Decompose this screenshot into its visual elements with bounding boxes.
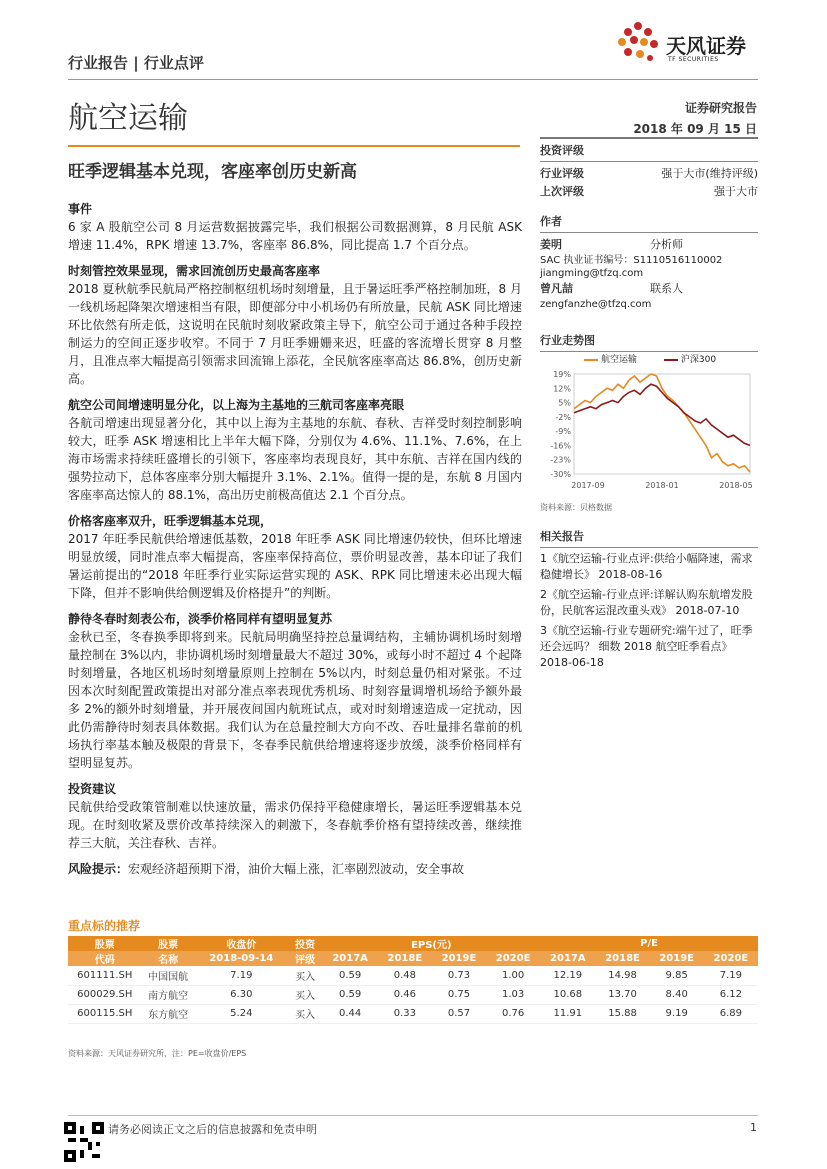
col-header: 2018-09-14 [195,951,288,966]
table-cell: 南方航空 [142,985,195,1004]
y-tick-label: -9% [555,427,571,437]
header-divider [68,79,758,80]
col-header: EPS(元) [322,936,540,951]
table-cell: 7.19 [704,966,758,985]
section-body: 金秋已至，冬春换季即将到来。民航局明确坚持控总量调结构，主辅协调机场时刻增量控制在 3%以内，非协调机场时刻增量最大不超过 30%，或每小时不超过 4 个起降时刻增量，各地区机场时刻增量原则上控制在 5%以内，时刻总量仍相对紧张。不过因本次时刻配置政策提出对部分准点率表现优秀机场、时刻容量调增机场给予额外最多 2%的额外时刻增量，并开展夜间国内航班试点，或对时刻增速造成一定扰动，因此仍需静待时刻表具体数据。我们认为在总量控制大方向不改、吞吐量排名靠前的机场执行率基本触及极限的背景下，冬春季民航供给增速将逐步放缓，淡季价格同样有望明显复苏。 [68,630,522,770]
table-cell: 14.98 [596,966,650,985]
related-report[interactable]: 1《航空运输-行业点评:供给小幅降速，需求稳健增长》 2018-08-16 [540,552,753,581]
section-title: 价格客座率双升，旺季逻辑基本兑现， [68,514,273,528]
table-cell: 600115.SH [68,1004,142,1023]
author1-role: 分析师 [650,238,683,251]
col-header: 2019E [432,951,486,966]
author-block [540,213,758,311]
risk-line [68,860,522,878]
table-cell: 0.33 [378,1004,432,1023]
table-cell: 9.19 [650,1004,704,1023]
table-cell: 0.59 [322,985,377,1004]
legend-swatch [584,359,598,361]
col-header: 收盘价 [195,936,288,951]
section-title: 静待冬春时刻表公布，淡季价格同样有望明显复苏 [68,612,333,626]
table-source: 资料来源：天风证券研究所，注：PE=收盘价/EPS [68,1049,247,1058]
page-number: 1 [750,1121,757,1134]
section-body: 民航供给受政策管制难以快速放量，需求仍保持平稳健康增长，暑运旺季逻辑基本兑现。在时刻收紧及票价改革持续深入的刺激下，冬春航季价格有望持续改善，继续推荐三大航，关注春秋、吉祥。 [68,800,522,850]
y-tick-label: -16% [550,441,571,451]
section-title: 事件 [68,202,93,216]
table-cell: 东方航空 [142,1004,195,1023]
col-header: 2020E [704,951,758,966]
table-cell: 中国国航 [142,966,195,985]
author2-role: 联系人 [650,282,683,295]
section-title: 投资建议 [68,782,117,796]
chart-source: 资料来源：贝格数据 [540,503,612,512]
x-tick-label: 2017-09 [571,481,605,490]
table-row [68,966,758,985]
table-cell: 0.59 [322,966,377,985]
trend-title: 行业走势图 [540,334,595,347]
related-report[interactable]: 2《航空运输-行业点评:详解认购东航增发股份，民航客运混改重头戏》 2018-07-10 [540,588,753,617]
author1-email[interactable]: jiangming@tfzq.com [540,268,644,279]
related-report[interactable]: 3《航空运输-行业专题研究:端午过了，旺季还会远吗？ 细数 2018 航空旺季看点》 2018-06-18 [540,624,753,669]
section-title: 时刻管控效果显现，需求回流创历史最高客座率 [68,264,321,278]
table-cell: 0.57 [432,1004,486,1023]
legend-item [584,355,637,365]
legend-label: 沪深300 [680,355,717,365]
table-body [68,966,758,1023]
table-cell: 8.40 [650,985,704,1004]
rating-title: 投资评级 [540,144,584,157]
table-cell: 1.00 [486,966,540,985]
table-cell: 买入 [288,966,323,985]
divider [540,161,758,162]
logo-cn: 天风证券 [666,34,746,58]
legend-swatch [664,359,678,361]
y-tick-label: 19% [553,370,571,379]
y-tick-label: -30% [550,470,571,479]
col-header: P/E [540,936,758,951]
section-body: 2017 年旺季民航供给增速低基数，2018 年旺季 ASK 同比增速仍较快，但环比增速明显放缓，同时准点率大幅提高，客座率保持高位，票价明显改善，基本印证了我们暑运前提出的“2018 年旺季行业实际运营实现的 ASK、RPK 同比增速未必出现大幅下降，但并不影响供给侧逻辑及价格提升”的判断。 [68,532,522,600]
y-tick-label: -23% [550,455,571,465]
legend-item [664,355,716,365]
y-tick-label: 5% [558,398,571,408]
footer-disclaimer[interactable]: 请务必阅读正文之后的信息披露和免责申明 [108,1123,317,1136]
risk-text: 宏观经济超预期下滑，油价大幅上涨，汇率剧烈波动，安全事故 [128,862,465,876]
table-header-row [68,936,758,951]
logo-en: TF SECURITIES [668,56,719,63]
table-cell: 10.68 [540,985,595,1004]
report-type: 证券研究报告 [684,101,757,115]
sector-title: 航空运输 [68,101,188,136]
col-header: 2020E [486,951,540,966]
related-title: 相关报告 [540,530,584,543]
col-header: 2017A [540,951,595,966]
table-cell: 6.12 [704,985,758,1004]
chart-legend [540,352,758,365]
table-cell: 0.44 [322,1004,377,1023]
y-tick-label: -2% [555,412,571,422]
table-cell: 9.85 [650,966,704,985]
table-cell: 6.30 [195,985,288,1004]
col-header: 股票 [68,936,142,951]
section-body: 2018 夏秋航季民航局严格控制枢纽机场时刻增量，且于暑运旺季严格控制加班，8 月一线机场起降架次增速相当有限，即便部分中小机场仍有所放量，民航 ASK 同比增速环比依然有所走低，这说明在民航时刻收紧政策主导下，航空公司于通过各种手段控制运力的空间正逐步收窄。不同于 7 月旺季姗姗来迟，旺盛的客流增长贯穿 8 月整月，且准点率大幅提高引领需求回流锦上添花，全民航客座率高达 86.8%，创历史新高。 [68,282,522,386]
divider [540,232,758,233]
col-header: 2018E [596,951,650,966]
divider [540,547,758,548]
table-cell: 0.76 [486,1004,540,1023]
main-body [68,200,522,878]
table-cell: 0.75 [432,985,486,1004]
col-header: 投资 [288,936,323,951]
report-date: 2018 年 09 月 15 日 [633,122,757,136]
company-logo [610,20,760,70]
table-cell: 0.46 [378,985,432,1004]
section-body: 6 家 A 股航空公司 8 月运营数据披露完毕，我们根据公司数据测算，8 月民航 ASK 增速 11.4%，RPK 增速 13.7%，客座率 86.8%，同比提高 1.7 个百分点。 [68,220,522,252]
table-header-row [68,951,758,966]
y-tick-label: 12% [553,384,571,394]
rating-block [540,142,758,201]
table-row [68,985,758,1004]
footer-divider [68,1115,758,1116]
author2-name: 曾凡喆 [540,282,573,295]
col-header: 2019E [650,951,704,966]
headline: 旺季逻辑基本兑现，客座率创历史新高 [68,162,357,182]
legend-label: 航空运输 [601,355,638,365]
col-header: 2018E [378,951,432,966]
table-cell: 0.73 [432,966,486,985]
table-cell: 7.19 [195,966,288,985]
series-line-0 [574,374,750,472]
table-cell: 6.89 [704,1004,758,1023]
x-tick-label: 2018-01 [645,481,679,490]
col-header: 股票 [142,936,195,951]
x-tick-label: 2018-05 [719,481,753,490]
author1-name: 姜明 [540,238,562,251]
table-cell: 600029.SH [68,985,142,1004]
recommend-title: 重点标的推荐 [68,919,141,933]
table-cell: 12.19 [540,966,595,985]
section-body: 各航司增速出现显著分化，其中以上海为主基地的东航、春秋、吉祥受时刻控制影响较大，旺季 ASK 增速相比上半年大幅下降，分别仅为 4.6%、11.1%、7.6%，在上海市场需求持续旺盛增长的引领下，客座率均表现良好，其中东航、吉祥在国内线的强势拉动下，总体客座率分别大幅提升 3.1%、2.1%。值得一提的是，东航 8 月国内客座率高达惊人的 88.1%，高出历史前极高值达 2.1 个百分点。 [68,416,522,502]
industry-rating-value: 强于大市(维持评级) [661,167,758,180]
headline-bar [68,145,520,147]
recommend-table [68,936,758,1024]
prev-rating-label: 上次评级 [540,185,584,198]
table-cell: 601111.SH [68,966,142,985]
risk-label: 风险提示： [68,862,129,876]
table-row [68,1004,758,1023]
table-cell: 5.24 [195,1004,288,1023]
table-cell: 买入 [288,1004,323,1023]
author2-email[interactable]: zengfanzhe@tfzq.com [540,299,652,310]
table-cell: 买入 [288,985,323,1004]
industry-rating-label: 行业评级 [540,167,584,180]
table-cell: 15.88 [596,1004,650,1023]
table-cell: 13.70 [596,985,650,1004]
trend-chart [540,368,758,492]
table-cell: 0.48 [378,966,432,985]
table-cell: 11.91 [540,1004,595,1023]
author1-sac: SAC 执业证书编号：S1110516110002 [540,255,723,266]
author-title: 作者 [540,215,562,228]
col-header: 名称 [142,951,195,966]
sidebar-top-divider [540,137,758,139]
section-title: 航空公司间增速明显分化，以上海为主基地的三航司客座率亮眼 [68,398,405,412]
qr-code-icon [64,1122,104,1162]
prev-rating-value: 强于大市 [714,185,758,198]
table-cell: 1.03 [486,985,540,1004]
report-category: 行业报告 | 行业点评 [68,54,204,72]
related-block [540,528,758,671]
col-header: 代码 [68,951,142,966]
col-header: 评级 [288,951,323,966]
logo-mark-icon [610,20,666,70]
col-header: 2017A [322,951,377,966]
